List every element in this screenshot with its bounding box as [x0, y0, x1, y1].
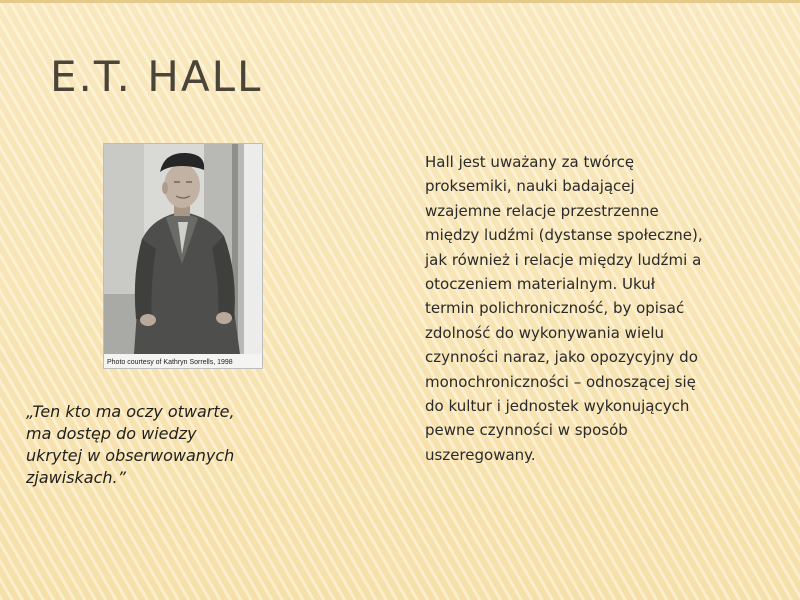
portrait-illustration [104, 144, 263, 369]
description-line: pewne czynności w sposób [425, 421, 628, 440]
description-line: otoczeniem materialnym. Ukuł [425, 275, 655, 294]
description-line: uszeregowany. [425, 445, 536, 464]
description-paragraph [425, 150, 770, 467]
description-line: proksemiki, nauki badającej [425, 177, 635, 196]
quote-line: ukrytej w obserwowanych [26, 446, 235, 465]
description-line: między ludźmi (dystanse społeczne), [425, 226, 703, 245]
quote-line: zjawiskach.” [26, 468, 126, 487]
description-line: wzajemne relacje przestrzenne [425, 201, 659, 220]
description-line: termin polichroniczność, by opisać [425, 299, 685, 318]
photo-caption: Photo courtesy of Kathryn Sorrells, 1998 [107, 359, 233, 366]
quote-line: „Ten kto ma oczy otwarte, [26, 402, 235, 421]
description-line: czynności naraz, jako opozycyjny do [425, 348, 698, 367]
slide-top-border [0, 0, 800, 3]
description-line: zdolność do wykonywania wielu [425, 323, 665, 342]
slide-title: E.T. HALL [50, 52, 263, 101]
description-line: Hall jest uważany za twórcę [425, 153, 635, 171]
description-line: do kultur i jednostek wykonujących [425, 397, 690, 416]
quote-block [26, 401, 276, 489]
description-line: jak również i relacje między ludźmi a [425, 250, 702, 269]
quote-line: ma dostęp do wiedzy [26, 424, 197, 443]
description-line: monochroniczności – odnoszącej się [425, 372, 696, 391]
portrait-photo [103, 143, 263, 369]
